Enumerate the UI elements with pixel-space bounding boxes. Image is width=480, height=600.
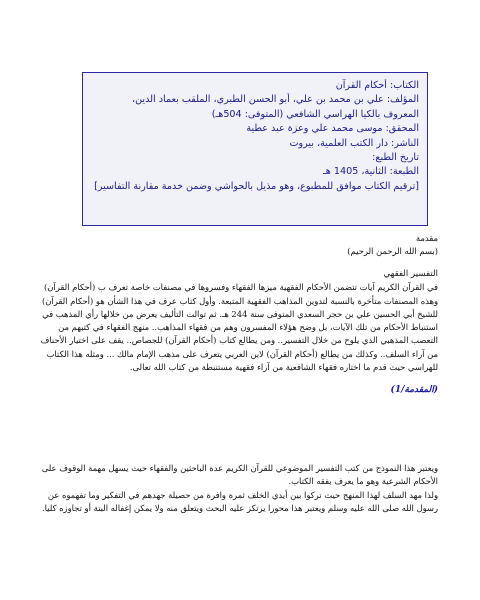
page-marker: (المقدمة/1)	[390, 385, 438, 396]
book-edition: الطبعة: الثانية، 1405 هـ	[322, 166, 419, 178]
intro-title: مقدمة	[415, 233, 438, 243]
fiqh-tafsir-section	[40, 268, 438, 398]
closing-paragraph-1: ويعتبر هذا النموذج من كتب التفسير الموضوعي للقرآن الكريم عدة الباحثين والفقهاء حيث يسهل مهمة الوقوف على الأحكام الشرعية وهو ما يعرف بفقه الكتاب.	[41, 463, 438, 487]
book-info-box	[82, 72, 428, 226]
closing-section	[40, 462, 438, 515]
numbering-note: [ترقيم الكتاب موافق للمطبوع، وهو مذيل بالحواشي وضمن خدمة مقارنة التفاسير]	[94, 180, 419, 192]
basmala: (بسم الله الرحمن الرحيم)	[347, 246, 438, 257]
page-marker-wrap	[40, 383, 438, 397]
book-title: الكتاب: أحكام القرآن	[335, 80, 419, 91]
book-author: المؤلف: علي بن محمد بن علي، أبو الحسن الطبري، الملقب بعماد الدين،	[132, 94, 419, 106]
print-date: تاريخ الطبع:	[372, 152, 419, 164]
section-heading: التفسير الفقهي	[383, 269, 438, 279]
book-editor: المحقق: موسى محمد علي وعزة عبد عطية	[246, 123, 419, 135]
introduction	[40, 232, 438, 259]
closing-paragraph-2: ولذا مهد السلف لهذا المنهج حيث تركوا بين أيدي الخلف ثمرة وافرة من حصيلة جهدهم في التفكير وما تفهموه عن رسول الله صلى الله عليه وسلم ويعتبر هذا محورا يرتكز عليه البحث ويتعلق منه ولا يمكن إغفاله البتة أو تجاوزه كليا.	[41, 489, 438, 513]
book-author-continued: المعروف بالكيا الهراسي الشافعي (المتوفى: 504هـ)	[211, 108, 419, 120]
book-publisher: الناشر: دار الكتب العلمية، بيروت	[289, 137, 419, 149]
section-paragraph: في القرآن الكريم آيات تتضمن الأحكام الفقهية ميزها الفقهاء وفسروها في مصنفات خاصة تعرف ب (أحكام القرآن) وهذه المصنفات متأخرة بالنسبة لتدوين المذاهب الفقهية المتبعة. وأول كتاب عرف في هذا الشأن هو (أحكام القرآن) للشيخ أبي الحسين علي بن حجر السعدي المتوفى سنة 244 هـ. ثم توالت التأليف يعرض من خلالها رأي المذهب في استنباط الأحكام من تلك الآيات، بل وضح هؤلاء المفسرون وهم من فقهاء المذاهب.. منهج الفقهاء في كتبهم من التعصب المذهبي الذي يلوح من خلال التفسير.. ومن يطالع كتاب (أحكام القرآن) للجصاص.. يقف على اختيار الأحناف من آراء السلف.. وكذلك من يطالع (أحكام القرآن) لابن العربي يتعرف على مذهب الإمام مالك ... ومثله هذا الكتاب للهراسي حيث قدم ما اختاره فقهاء الشافعية من آراء فقهية مستنبطة من كتاب الله تعالى.	[40, 282, 438, 373]
